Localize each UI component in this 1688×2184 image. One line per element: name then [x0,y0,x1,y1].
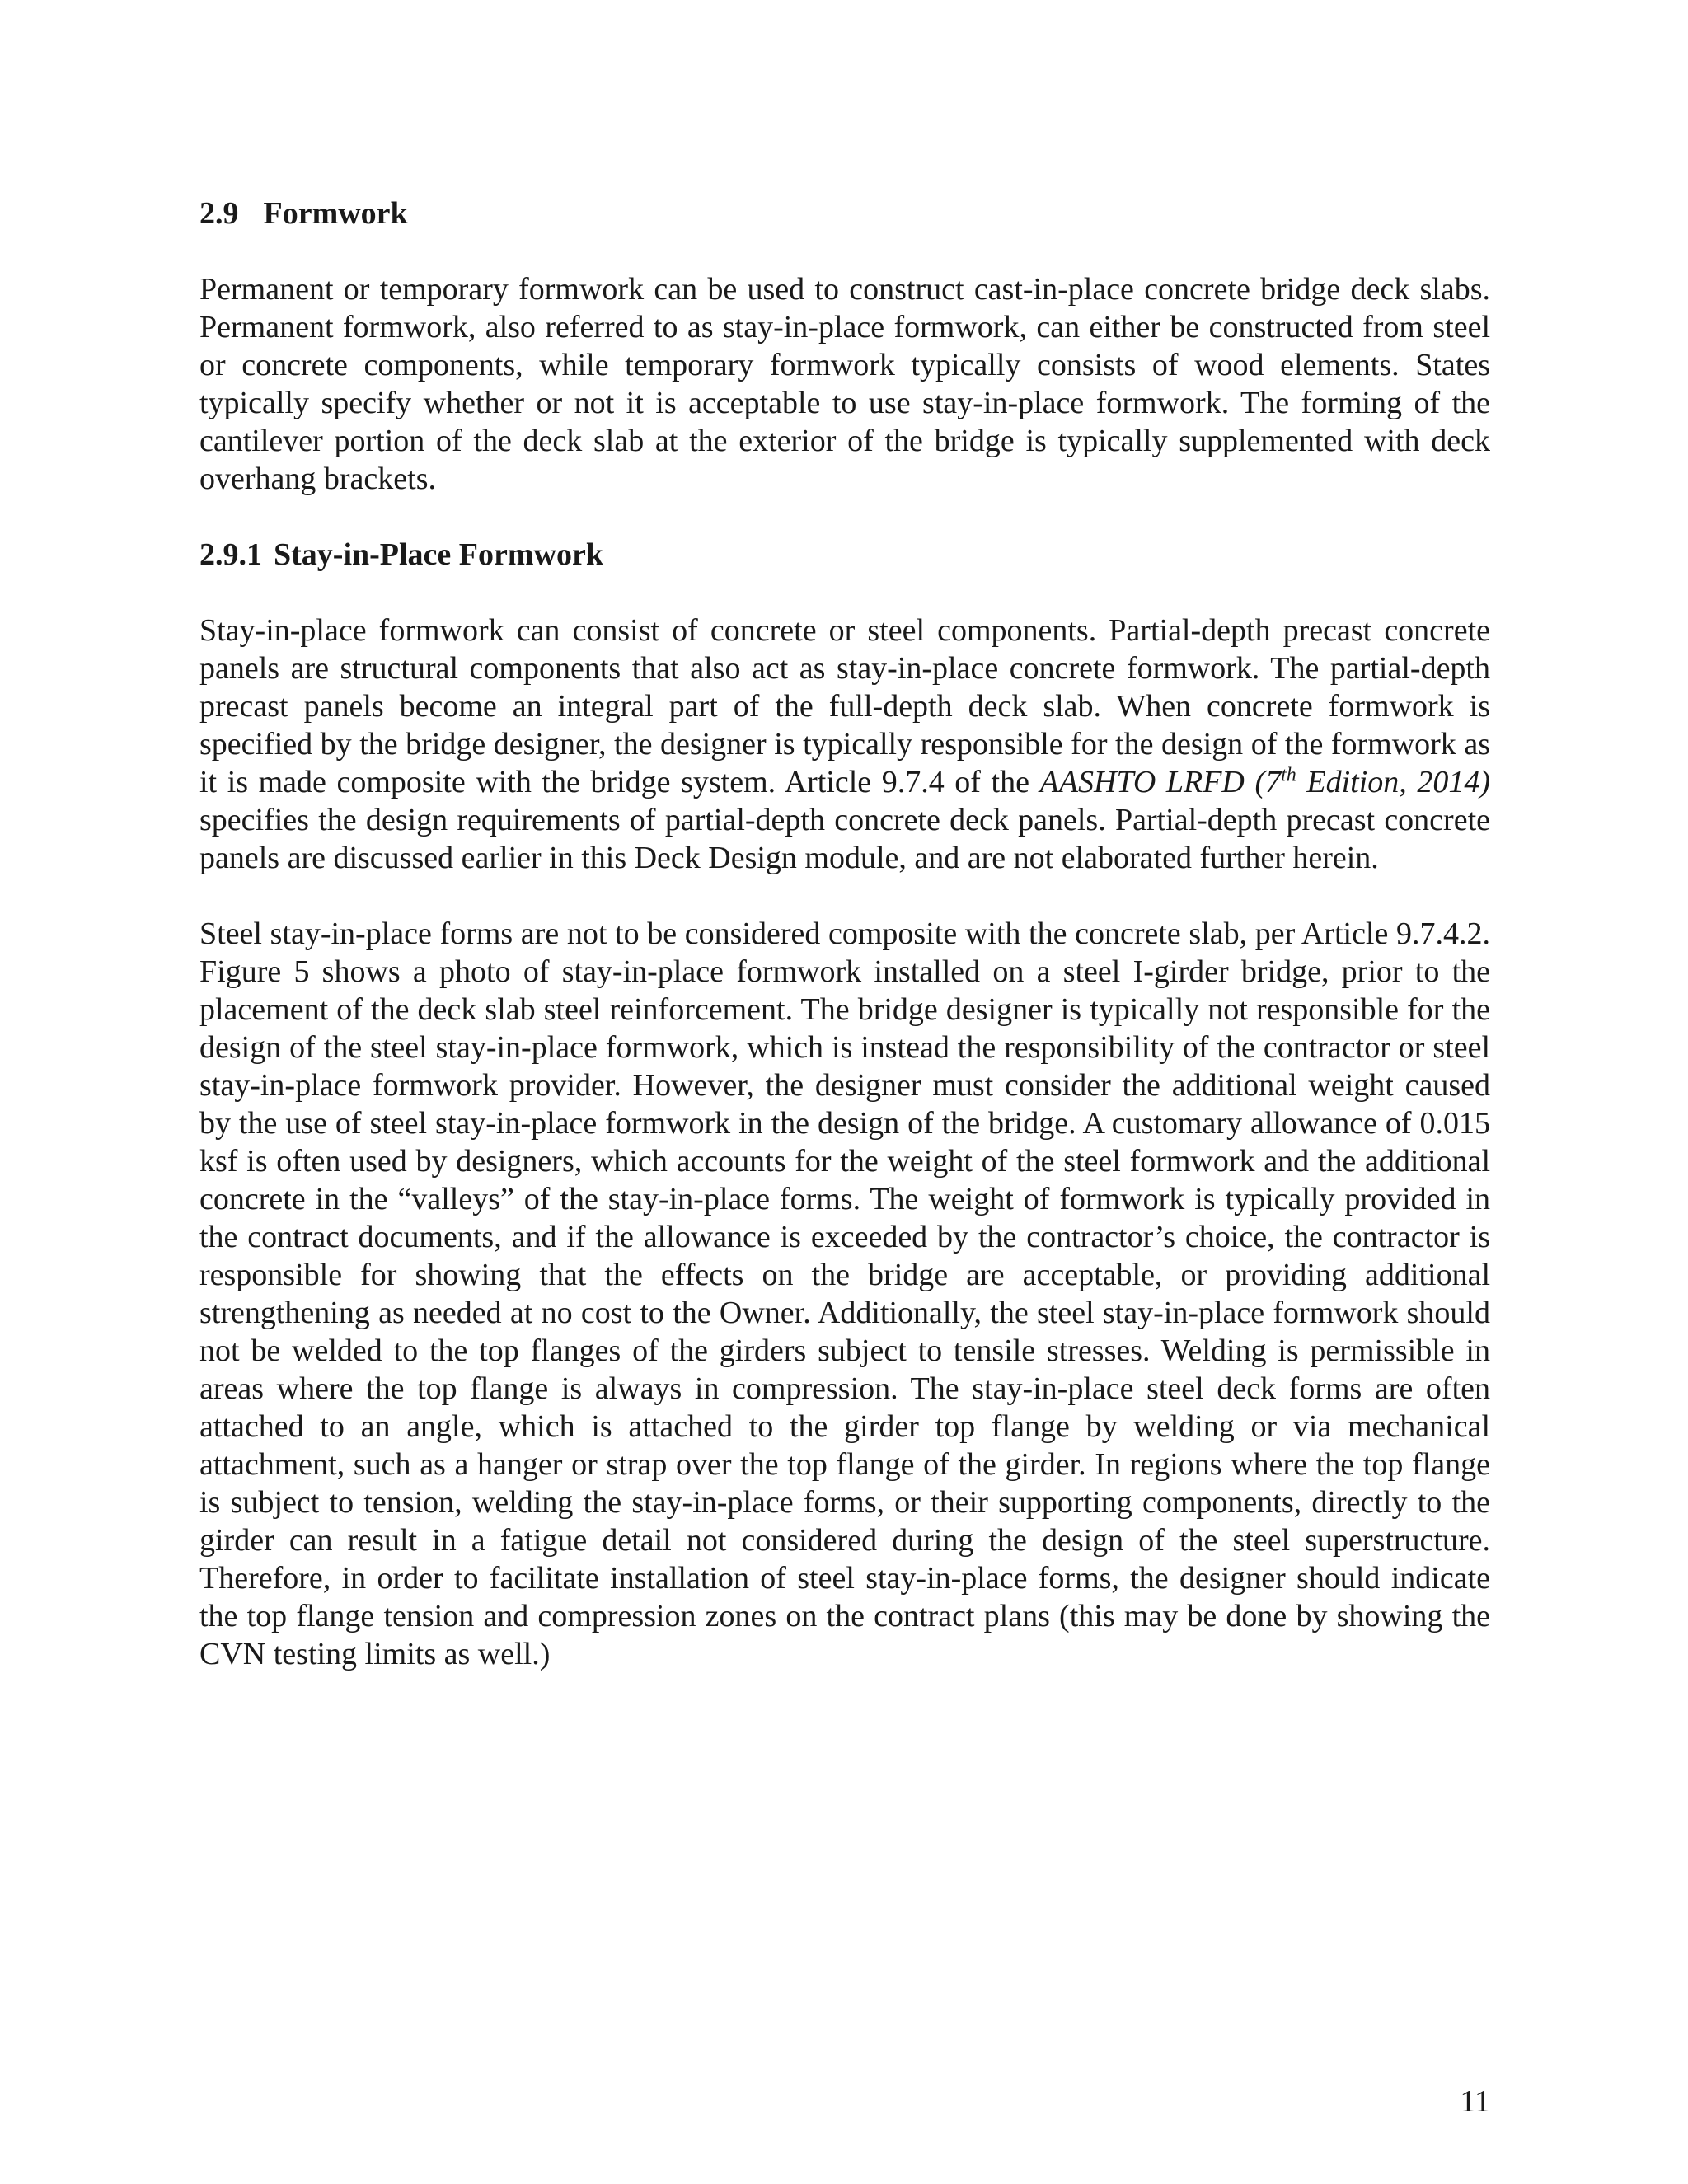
stay-in-place-paragraph-1 [199,612,1490,877]
subsection-title: Stay-in-Place Formwork [274,537,603,572]
section-heading-2-9-1 [199,536,1490,574]
stay-in-place-paragraph-2: Steel stay-in-place forms are not to be considered composite with the concrete slab, per Article 9.7.4.2. Figure 5 shows a photo of stay-in-place formwork installed on a steel I-girder bridge, prior to the placement of the deck slab steel reinforcement. The bridge designer is typically not responsible for the design of the steel stay-in-place formwork, which is instead the responsibility of the contractor or steel stay-in-place formwork provider. However, the designer must consider the additional weight caused by the use of steel stay-in-place formwork in the design of the bridge. A customary allowance of 0.015 ksf is often used by designers, which accounts for the weight of the steel formwork and the additional concrete in the “valleys” of the stay-in-place forms. The weight of formwork is typically provided in the contract documents, and if the allowance is exceeded by the contractor’s choice, the contractor is responsible for showing that the effects on the bridge are acceptable, or providing additional strengthening as needed at no cost to the Owner. Additionally, the steel stay-in-place formwork should not be welded to the top flanges of the girders subject to tensile stresses. Welding is permissible in areas where the top flange is always in compression. The stay-in-place steel deck forms are often attached to an angle, which is attached to the girder top flange by welding or via mechanical attachment, such as a hanger or strap over the top flange of the girder. In regions where the top flange is subject to tension, welding the stay-in-place forms, or their supporting components, directly to the girder can result in a fatigue detail not considered during the design of the steel superstructure. Therefore, in order to facilitate installation of steel stay-in-place forms, the designer should indicate the top flange tension and compression zones on the contract plans (this may be done by showing the CVN testing limits as well.) [199,916,1490,1671]
reference-edition: Edition, 2014) [1296,765,1490,799]
paragraph-text-continued: specifies the design requirements of partial-depth concrete deck panels. Partial-depth precast concrete panels are discussed earlier in this Deck Design module, and are not elaborated further herein. [199,803,1490,875]
formwork-paragraph: Permanent or temporary formwork can be used to construct cast-in-place concrete bridge deck slabs. Permanent formwork, also referred to as stay-in-place formwork, can either be constructed from steel or concrete components, while temporary formwork typically consists of wood elements. States typically specify whether or not it is acceptable to use stay-in-place formwork. The forming of the cantilever portion of the deck slab at the exterior of the bridge is typically supplemented with deck overhang brackets. [199,272,1490,496]
section-heading-2-9 [199,194,1490,232]
reference-title: AASHTO LRFD (7 [1039,765,1282,799]
subsection-number: 2.9.1 [199,537,262,572]
paragraph-text: Stay-in-place formwork can consist of concrete or steel components. Partial-depth precast concrete panels are structural components that also act as stay-in-place concrete formwork. The partial-depth precast panels become an integral part of the full-depth deck slab. When concrete formwork is specified by the bridge designer, the designer is typically responsible for the design of the formwork as it is made composite with the bridge system. Article 9.7.4 of the [199,613,1490,799]
section-number: 2.9 [199,196,239,231]
page-number: 11 [1460,2084,1490,2119]
aashto-reference [1040,765,1490,799]
document-page [199,194,1490,1673]
reference-superscript: th [1281,764,1296,786]
section-title: Formwork [263,196,408,231]
